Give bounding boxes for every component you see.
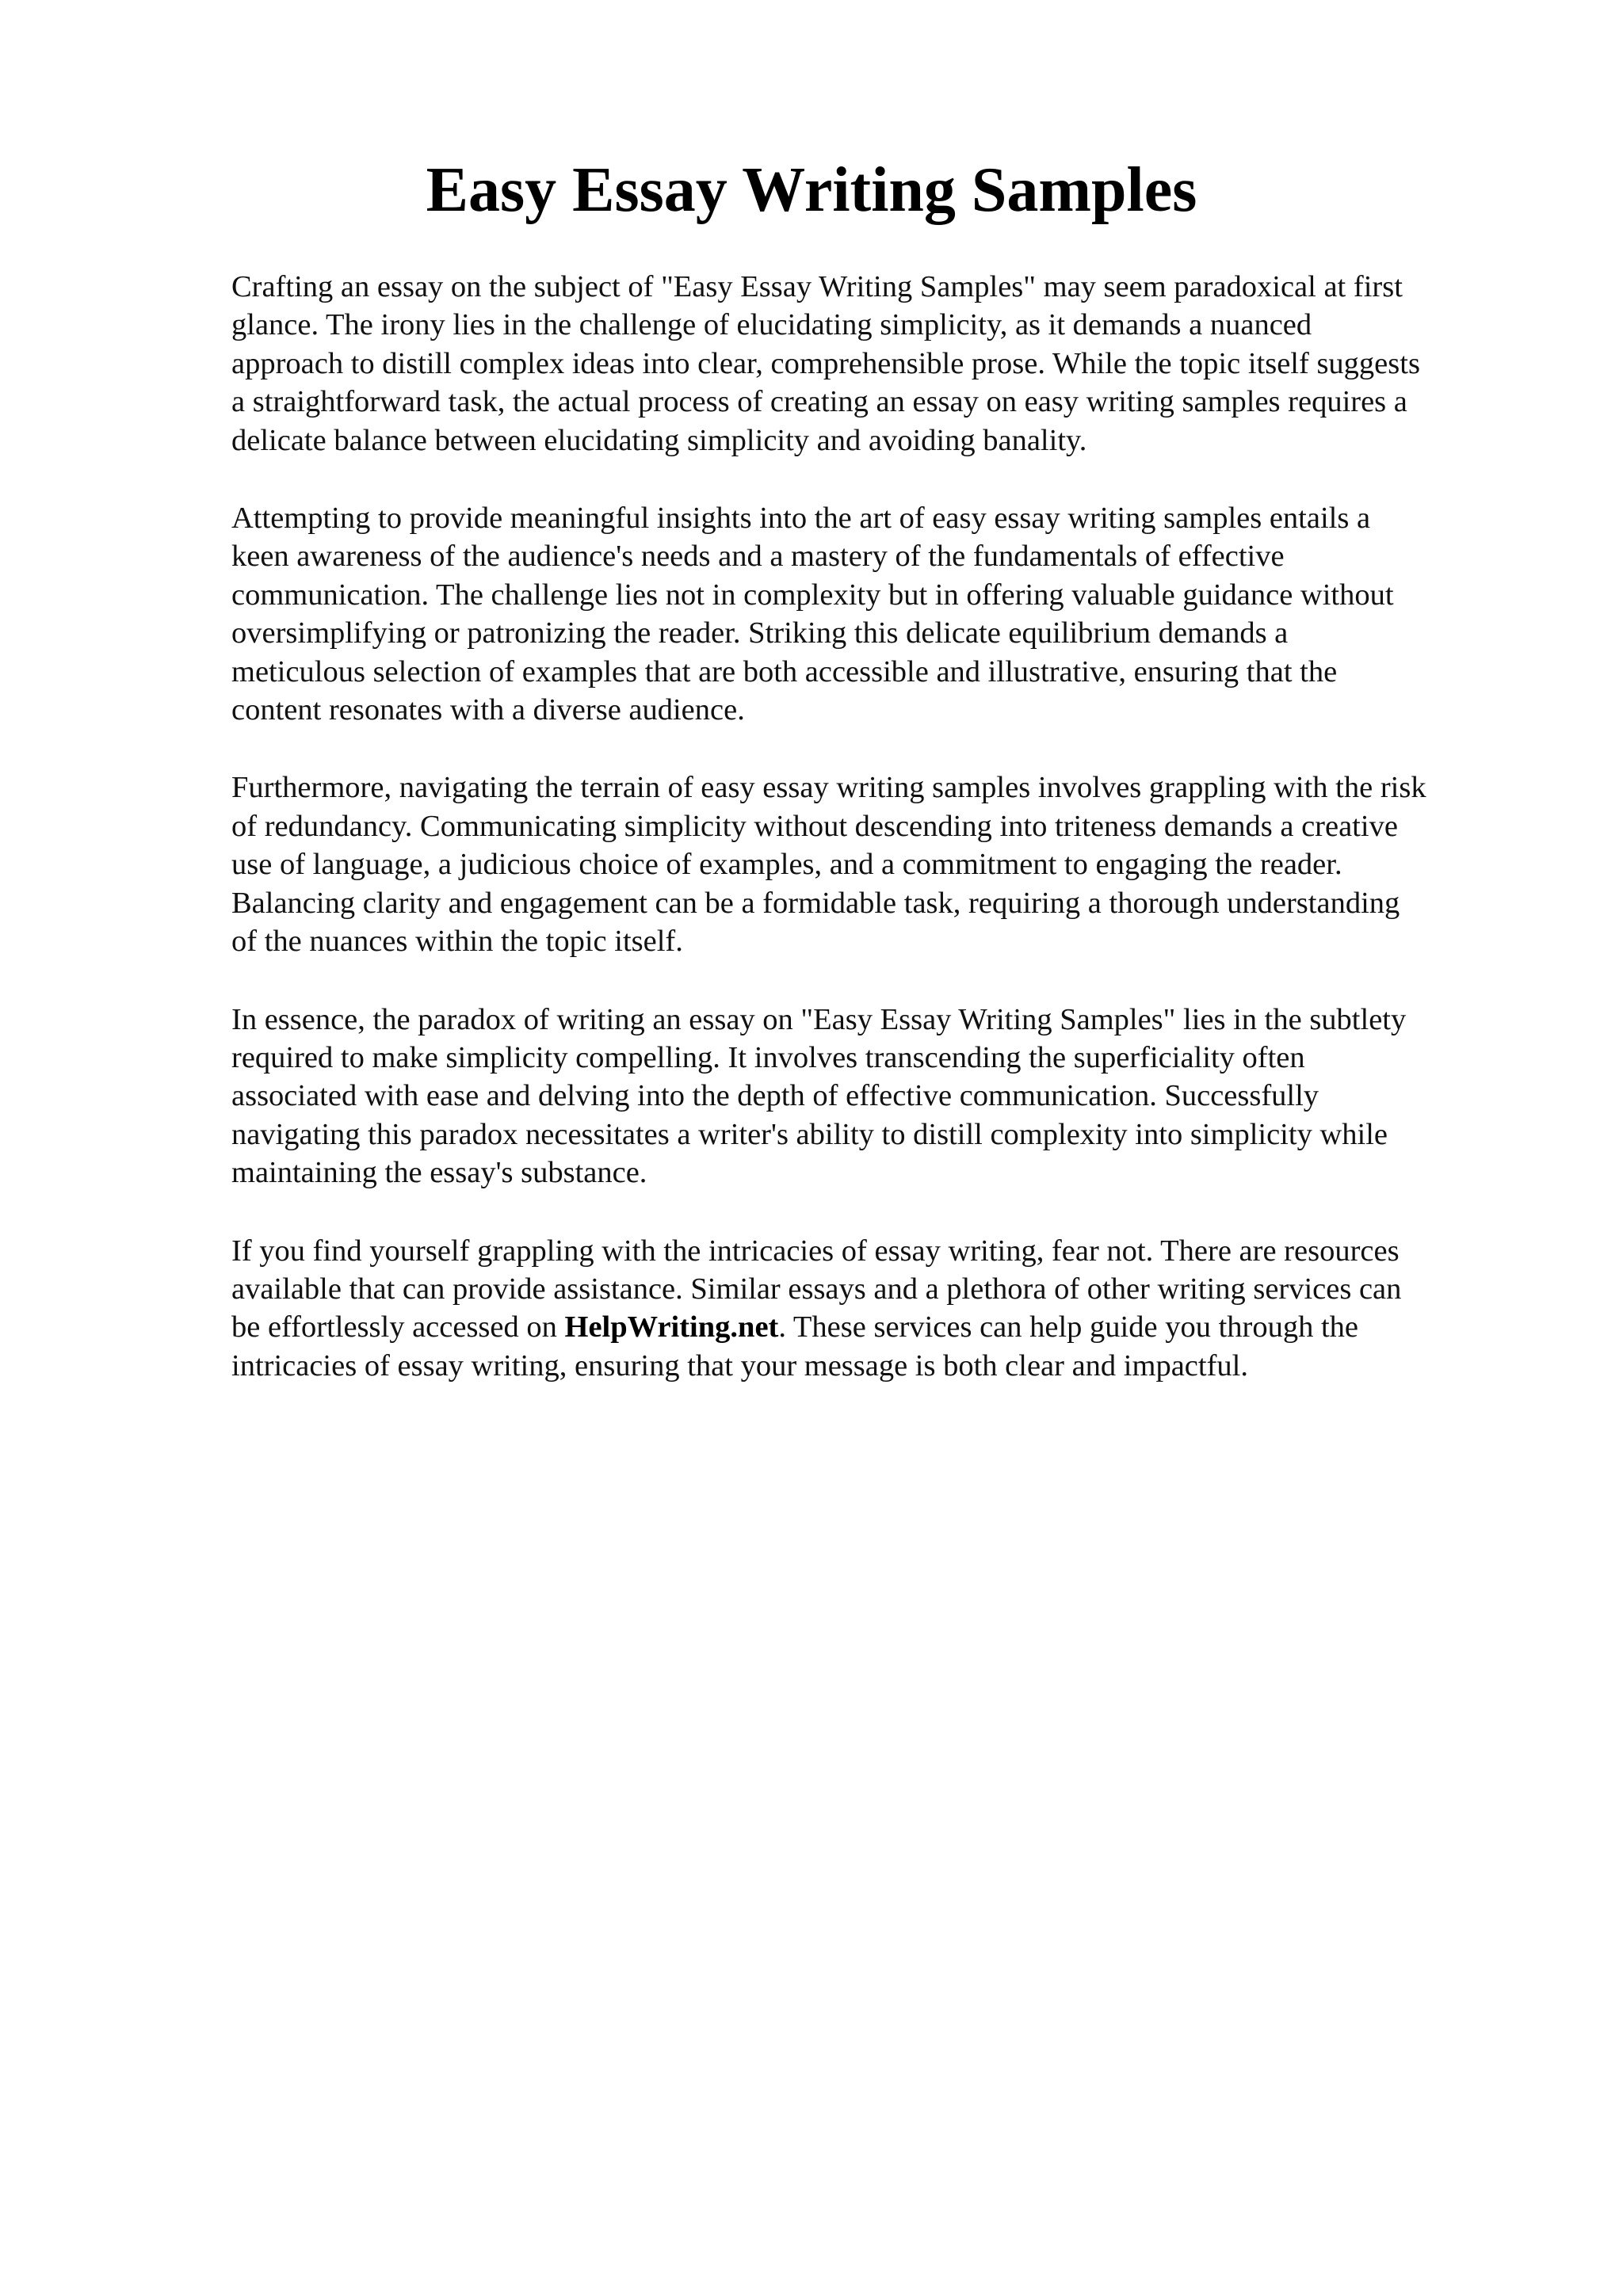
paragraph-4 [231,1001,1563,1192]
paragraph-line: keen awareness of the audience's needs and a mastery of the fundamentals of effective [231,540,1285,574]
closing-text-after-link: . These services can help guide you through the [778,1310,1359,1344]
paragraph-line: oversimplifying or patronizing the reader. Striking this delicate equilibrium demands a [231,616,1289,650]
paragraph-line: meticulous selection of examples that are both accessible and illustrative, ensuring that the [231,654,1338,688]
paragraph-line: maintaining the essay's substance. [231,1156,647,1190]
paragraph-line: available that can provide assistance. Similar essays and a plethora of other writing services can [231,1272,1402,1306]
paragraph-3 [231,769,1563,960]
paragraph-line: If you find yourself grappling with the intricacies of essay writing, fear not. There are resources [231,1234,1400,1268]
paragraph-line: use of language, a judicious choice of examples, and a commitment to engaging the reader. [231,848,1342,882]
paragraph-line: associated with ease and delving into the depth of effective communication. Successfully [231,1079,1319,1113]
document-body [231,268,1563,1425]
document-title: Easy Essay Writing Samples [426,155,1197,225]
paragraph-line: required to make simplicity compelling. It involves transcending the superficiality often [231,1040,1305,1074]
paragraph-line: Furthermore, navigating the terrain of easy essay writing samples involves grappling with the risk [231,771,1426,805]
paragraph-line: In essence, the paradox of writing an essay on "Easy Essay Writing Samples" lies in the subtlety [231,1002,1407,1036]
paragraph-line: delicate balance between elucidating simplicity and avoiding banality. [231,423,1087,457]
helpwriting-link[interactable]: HelpWriting.net [564,1310,779,1344]
paragraph-line: intricacies of essay writing, ensuring that your message is both clear and impactful. [231,1348,1248,1383]
paragraph-line-with-link [231,1308,1563,1346]
paragraph-line: a straightforward task, the actual process of creating an essay on easy writing samples requires a [231,385,1407,419]
paragraph-line: of redundancy. Communicating simplicity without descending into triteness demands a creative [231,809,1398,843]
paragraph-line: content resonates with a diverse audience. [231,693,745,727]
paragraph-line: approach to distill complex ideas into clear, comprehensible prose. While the topic itself suggests [231,346,1420,380]
paragraph-line: Attempting to provide meaningful insights into the art of easy essay writing samples entails a [231,502,1371,536]
paragraph-line: of the nuances within the topic itself. [231,925,683,959]
paragraph-line: navigating this paradox necessitates a writer's ability to distill complexity into simplicity while [231,1117,1388,1151]
paragraph-line: glance. The irony lies in the challenge of elucidating simplicity, as it demands a nuanced [231,308,1312,342]
paragraph-line: Crafting an essay on the subject of "Easy Essay Writing Samples" may seem paradoxical at first [231,270,1403,303]
paragraph-line: Balancing clarity and engagement can be a formidable task, requiring a thorough understanding [231,886,1400,920]
paragraph-line: communication. The challenge lies not in complexity but in offering valuable guidance without [231,578,1394,612]
closing-text-before-link: be effortlessly accessed on [231,1310,565,1344]
paragraph-2 [231,499,1563,729]
paragraph-1 [231,268,1563,460]
paragraph-closing [231,1232,1563,1386]
